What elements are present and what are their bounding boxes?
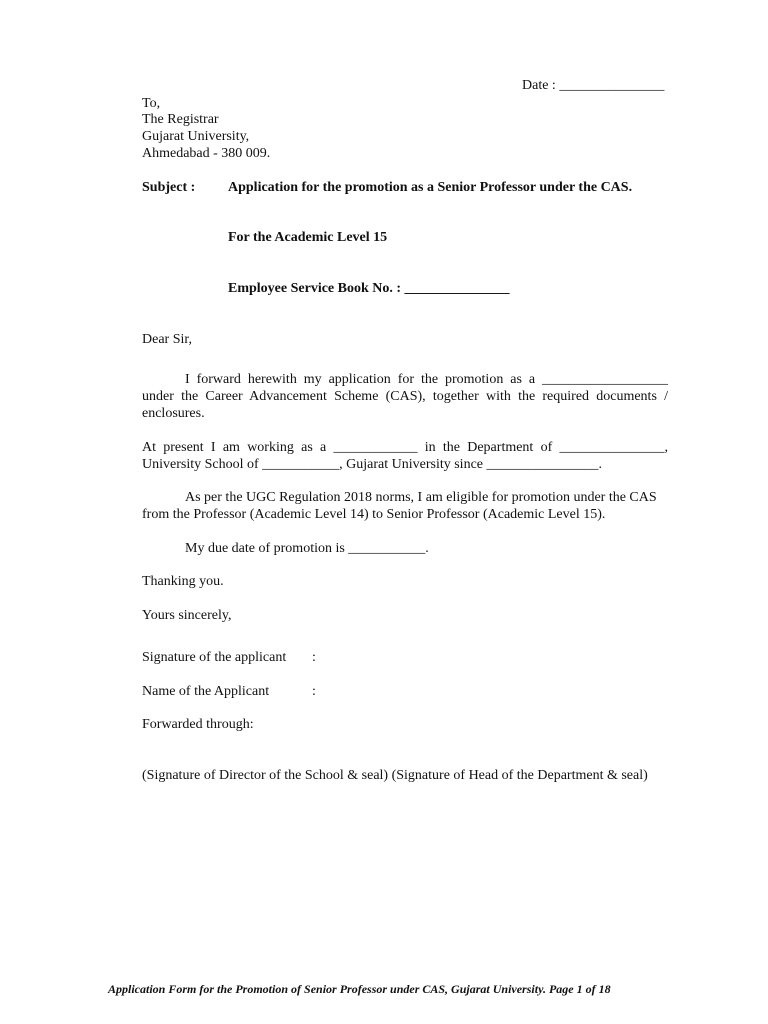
page-footer: Application Form for the Promotion of Senior Professor under CAS, Gujarat University. Page 1 of 18 xyxy=(108,982,611,996)
signature-label: Signature of the applicant xyxy=(142,650,287,665)
academic-level: For the Academic Level 15 xyxy=(228,230,388,245)
service-book-number: Employee Service Book No. : _______________ xyxy=(228,281,510,296)
paragraph-2-line-1: At present I am working as a ____________ in the Department of _______________, xyxy=(142,440,668,455)
paragraph-1-line-2: under the Career Advancement Scheme (CAS), together with the required documents / xyxy=(142,389,668,404)
paragraph-2-line-2: University School of ___________, Gujarat University since ________________. xyxy=(142,457,603,472)
date-line: Date : _______________ xyxy=(522,78,665,93)
name-colon: : xyxy=(312,684,316,699)
address-registrar: The Registrar xyxy=(142,112,219,127)
paragraph-4: My due date of promotion is ___________. xyxy=(185,541,429,556)
subject-text: Application for the promotion as a Senior Professor under the CAS. xyxy=(228,180,633,195)
name-label: Name of the Applicant xyxy=(142,684,270,699)
signature-colon: : xyxy=(312,650,316,665)
address-city: Ahmedabad - 380 009. xyxy=(142,146,271,161)
subject-label: Subject : xyxy=(142,180,196,195)
paragraph-1-line-1: I forward herewith my application for the promotion as a __________________ xyxy=(185,372,668,387)
paragraph-3-line-1: As per the UGC Regulation 2018 norms, I am eligible for promotion under the CAS xyxy=(185,490,657,505)
address-to: To, xyxy=(142,96,161,111)
forwarding-signatures: (Signature of Director of the School & seal) (Signature of Head of the Department & seal) xyxy=(142,768,648,783)
salutation: Dear Sir, xyxy=(142,332,192,347)
paragraph-1-line-3: enclosures. xyxy=(142,406,205,421)
address-university: Gujarat University, xyxy=(142,129,250,144)
paragraph-3-line-2: from the Professor (Academic Level 14) to Senior Professor (Academic Level 15). xyxy=(142,507,606,522)
forwarded-through: Forwarded through: xyxy=(142,717,254,732)
yours-sincerely: Yours sincerely, xyxy=(142,608,232,623)
thanking-line: Thanking you. xyxy=(142,574,224,589)
